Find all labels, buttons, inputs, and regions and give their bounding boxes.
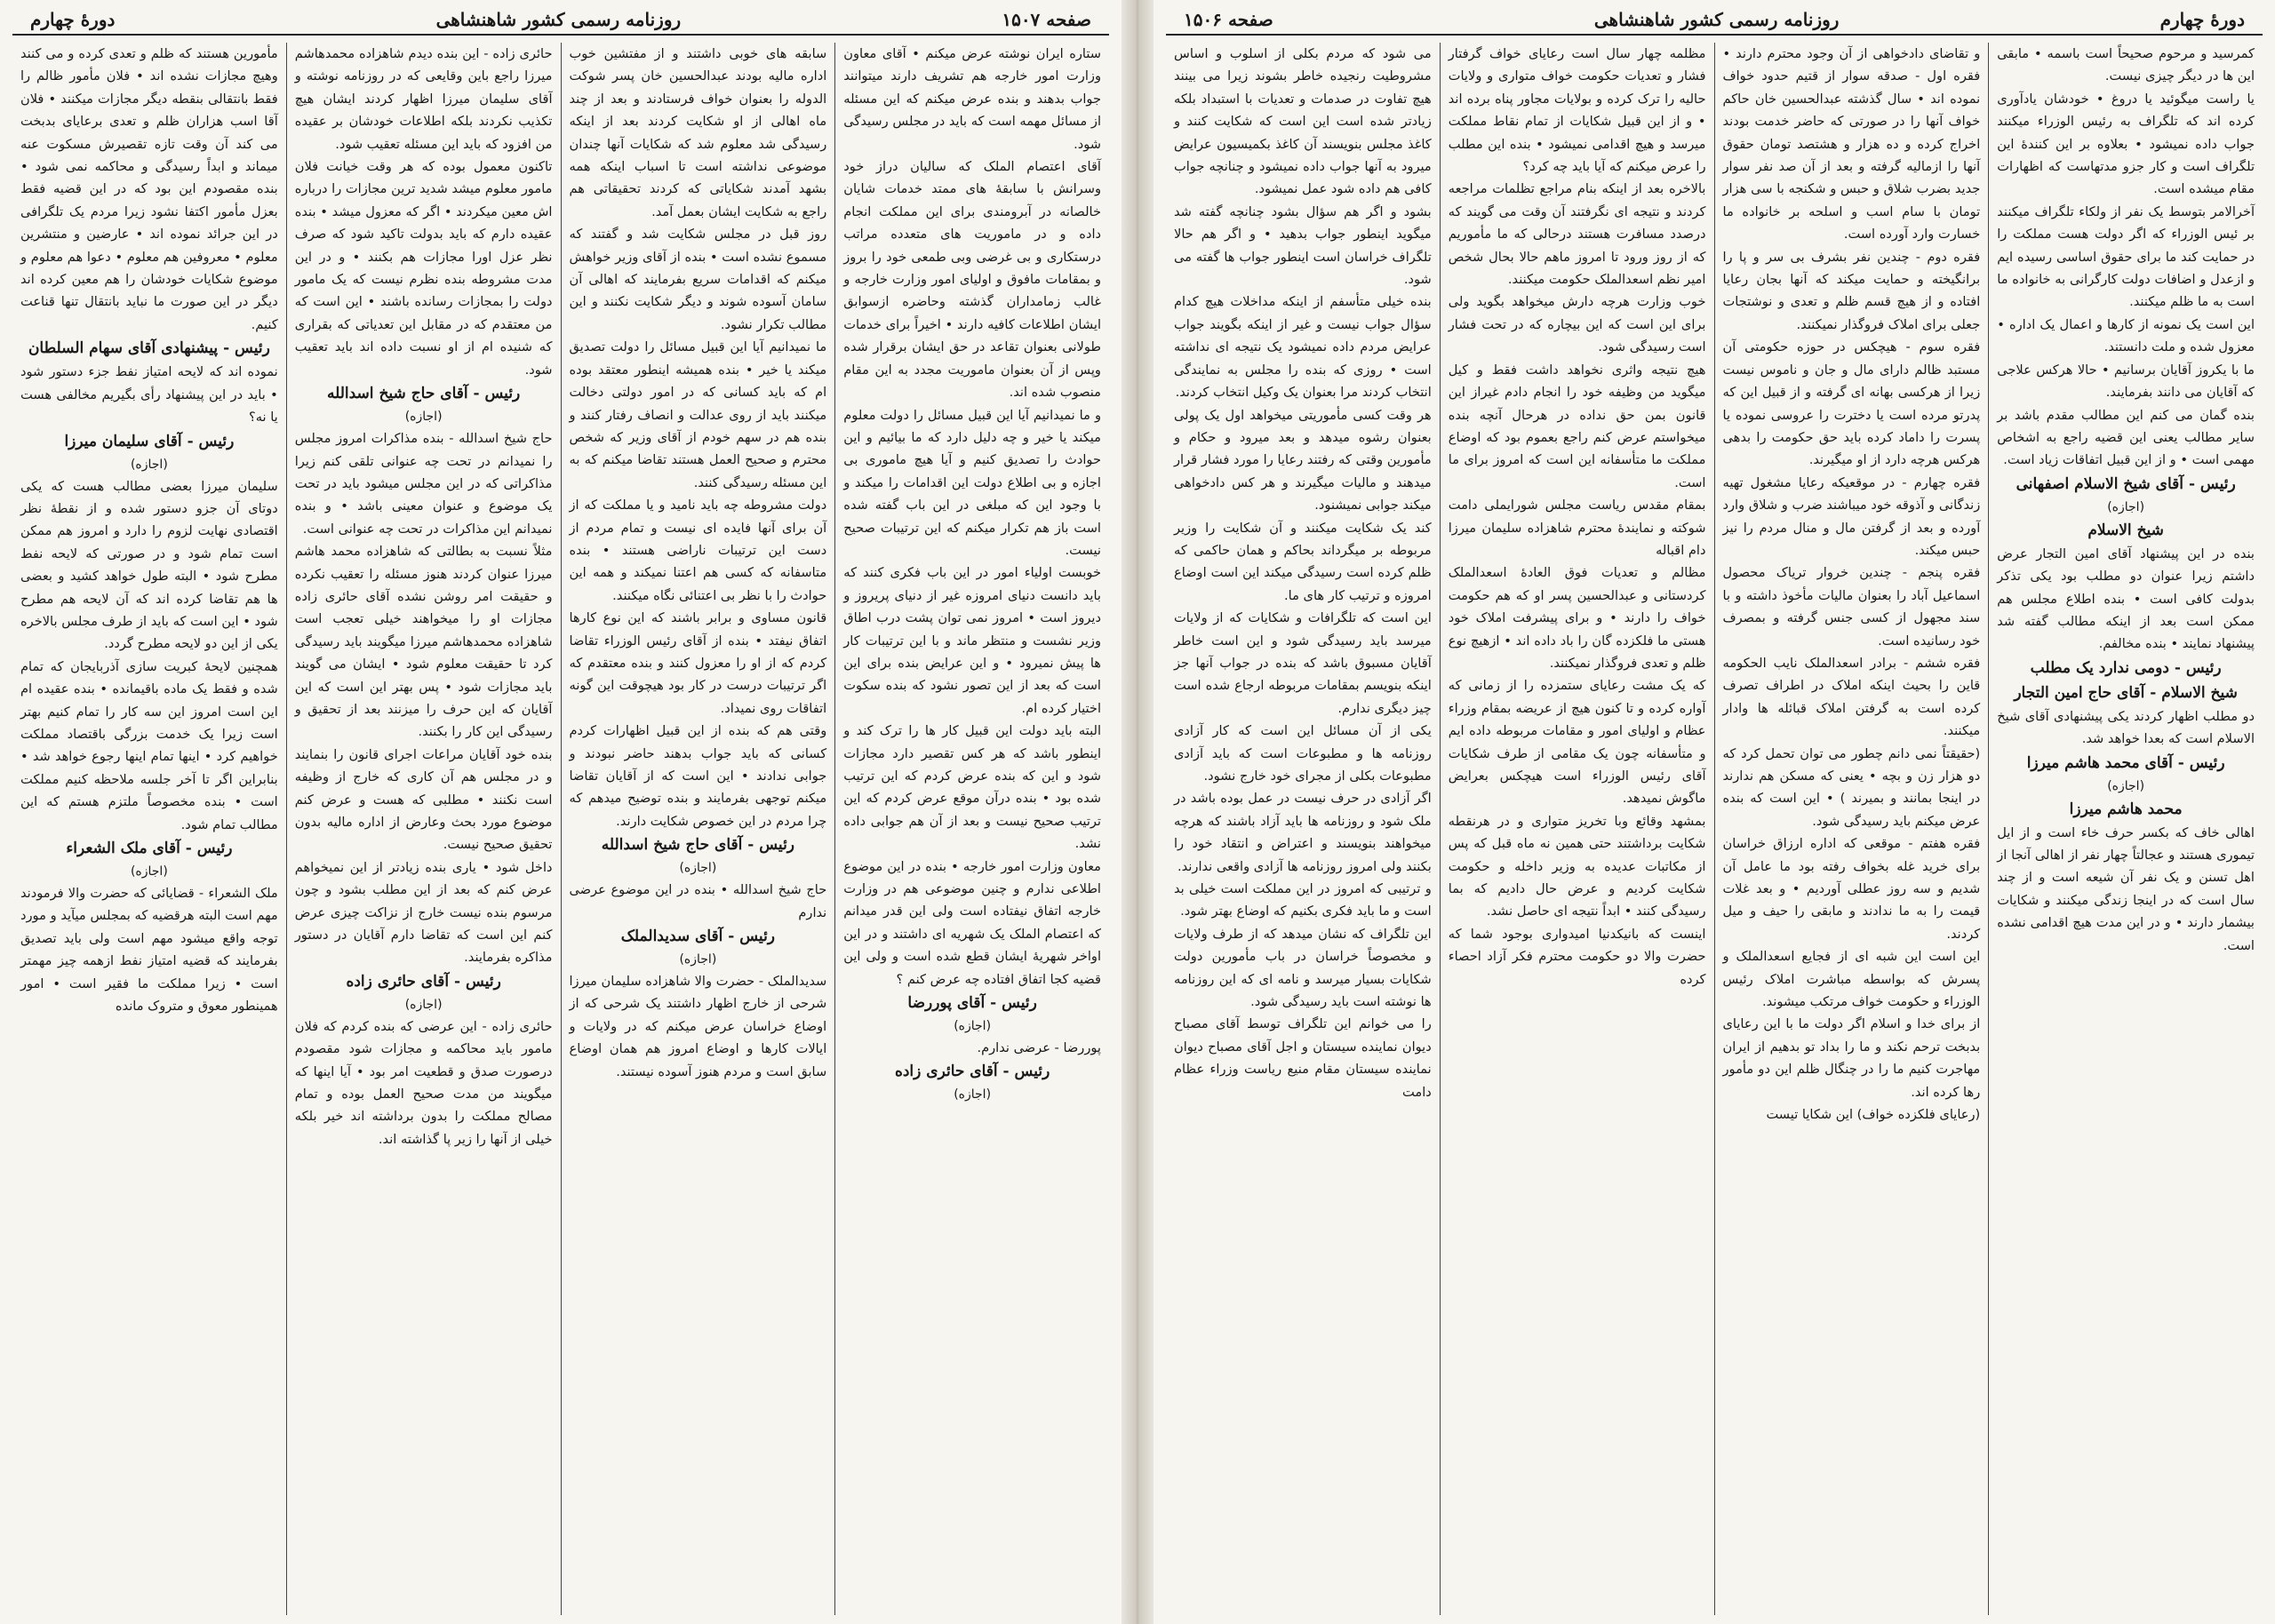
- right-newspaper-page: [1153, 0, 2275, 1624]
- paragraph: آخرالامر بتوسط یک نفر از ولکاء تلگراف میکنند بر ئیس الوزراء که اگر دولت هست مملکت را در حمایت کند ما برای حقوق اساسی رسیده ایم و ازعدل و اضافات دولت کارگرانی به خانواده ما است به ما ظلم میکنند.: [1997, 203, 2255, 310]
- column: [1988, 43, 2263, 1615]
- speaker-heading: رئیس - دومی ندارد یک مطلب: [2030, 658, 2222, 677]
- page-header: [12, 9, 1109, 36]
- paragraph: کمرسید و مرحوم صحیحاً است باسمه • مابقی این ها در دیگر چیزی نیست.: [1997, 46, 2255, 84]
- text-columns: [1166, 43, 2263, 1615]
- paragraph: ما با یکروز آقایان برسانیم • حالا هرکس علاجی که آقایان می دانند بفرمایند.: [1997, 362, 2255, 401]
- paragraph: فقره چهارم - در موقعیکه رعایا مشغول تهیه زندگانی و آذوقه خود میباشند ضرب و شلاق وارد آورده و بعد از گرفتن مال و منال مردم را نیز حبس میکند.: [1722, 474, 1981, 558]
- speaker-heading: رئیس - آقای پوررضا: [907, 994, 1037, 1013]
- speaker-heading: محمد هاشم میرزا: [2069, 800, 2183, 818]
- paragraph: فقره سوم - هیچکس در حوزه حکومتی آن مستبد ظالم دارای مال و جان و ناموس نیست زیرا از هرکسی بهانه ای گرفته و از قبیل این که پدرتو مرده است یا دخترت را عروسی نموده یا پسرت را داماد کرده باید حق حکومت را بدهی هرکس هرچه دارد از او میگیرند.: [1722, 339, 1981, 468]
- paragraph: مظلمه چهار سال است رعایای خواف گرفتار فشار و تعدیات حکومت خواف متواری و ولایات حالیه را ترک کرده و بولایات مجاور پناه برده اند • و از این قبیل شکایات از تمام نقاط مملکت میرسد و هیچ اقدامی نمیشود • بنده این مطلب را عرض میکنم که آیا باید چه کرد؟: [1448, 46, 1706, 175]
- paragraph: این است این شبه ای از فجایع اسعدالملک و پسرش که بواسطه مباشرت املاک رئیس الوزراء و حکومت خواف مرتکب میشوند.: [1722, 949, 1981, 1010]
- paragraph: بنده گمان می کنم این مطالب مقدم باشد بر سایر مطالب یعنی این قضیه راجع به اشخاص مهمی است • و از این قبیل اتفاقات زیاد است.: [1997, 407, 2255, 468]
- permission-note: (اجازه): [404, 997, 443, 1012]
- paragraph: هیچ نتیجه واثری نخواهد داشت فقط و کیل میگوید من وظیفه خود را انجام دادم غیراز این قانون بمن حق نداده در هرحال آنچه بنده میخواستم عرض کنم راجع بعموم بود که اوضاع مملکت ما متأسفانه این است که امروز برای ما است.: [1448, 362, 1706, 490]
- paragraph: این است یک نمونه از کارها و اعمال یک اداره • معزول شده و ملت دانستند.: [1997, 316, 2255, 355]
- paragraph: تاکنون معمول بوده که هر وقت خیانت فلان مامور معلوم میشد شدید ترین مجازات را درباره اش معین میکردند • اگر که معزول میشد • بنده عقیده دارم که باید بدولت تاکید شود که صرف نظر عزل اورا مجازات هم بکنند • و در این مدت مشروطه بنده نظرم نیست که یک مامور دولت را بمجازات رسانده باشند • این است که من معتقدم که در مقابل این تعدیاتی که بقراری که شنیده ام از او نسبت داده اند باید تعقیب شود.: [294, 159, 553, 378]
- paragraph: و ترتیبی که امروز در این مملکت است خیلی بد است و ما باید فکری بکنیم که اوضاع بهتر شود.: [1174, 881, 1432, 919]
- paragraph: البته باید دولت این قبیل کار ها را ترک کند و اینطور باشد که هر کس تقصیر دارد مجازات شود و این که بنده عرض کردم که این ترتیب شده بود • بنده درآن موقع عرض کردم که این ترتیب صحیح نیست و بعد از آن هم جوابی داده نشد.: [843, 723, 1101, 852]
- book-gutter: [1122, 0, 1153, 1624]
- column: [834, 43, 1109, 1615]
- paragraph: خوب وزارت هرچه دارش میخواهد بگوید ولی برای این است که این بیچاره که در تحت فشار است رسیدگی شود.: [1448, 294, 1706, 355]
- permission-note: (اجازه): [2107, 499, 2145, 514]
- paragraph: داخل شود • یاری بنده زیادتر از این نمیخواهم عرض کنم که بعد از این مطلب بشود و چون مرسوم بنده نیست خارج از نزاکت چیزی عرض کنم این است که تقاضا دارم آقایان در دستور مذاکره بفرمایند.: [294, 859, 553, 966]
- permission-note: (اجازه): [954, 1087, 992, 1103]
- permission-note: (اجازه): [130, 864, 168, 879]
- paragraph: هر وقت کسی مأموریتی میخواهد اول یک پولی بعنوان رشوه میدهد و بعد میرود و حکام و مأمورین وقتی که رفتند رعایا را مورد فشار قرار میدهند و مالیات میگیرند و هر کس دادخواهی میکند جوابی نمیشنود.: [1174, 407, 1432, 513]
- paragraph: خوبست اولیاء امور در این باب فکری کنند که باید دانست دنیای امروزه غیر از دنیای پریروز و دیروز است • امروز نمی توان پشت درب اطاق وزیر نشست و منتظر ماند و با این ترتیبات کار ها پیش نمیرود • و این عرایض بنده برای این است که بعد از این تصور نشود که بنده سکوت اختیار کرده ام.: [843, 565, 1101, 716]
- speaker-heading: رئیس - آقای حاج شیخ اسدالله: [601, 836, 795, 855]
- speaker-heading: رئیس - آقای ملک الشعراء: [66, 840, 233, 857]
- page-header: [1166, 9, 2263, 36]
- paragraph: حائری زاده - این بنده دیدم شاهزاده محمدهاشم میرزا راجع باین وقایعی که در روزنامه نوشته و آقای سلیمان میرزا اظهار کردند ایشان هیچ تکذیب نکردند بلکه اطلاعات خودشان بر عقیده من افزود که باید این مسئله تعقیب شود.: [294, 46, 553, 152]
- paragraph: ستاره ایران نوشته عرض میکنم • آقای معاون وزارت امور خارجه هم تشریف دارند میتوانند جواب بدهند و بنده عرض میکنم که این مسئله از مسائل مهمه است که باید در مجلس رسیدگی شود.: [843, 46, 1101, 152]
- paragraph: و تقاضای دادخواهی از آن وجود محترم دارند • فقره اول - صدقه سوار از قتیم حدود خواف نموده اند • سال گذشته عبدالحسین خان حاکم خواف آنها را در صورتی که حاضر خدمت بودند اخراج کرده و ده هزار و هشتصد تومان حقوق آنها را ازمالیه گرفته و بعد از آن صد نفر سوار جدید بضرب شلاق و حبس و شکنجه با سی هزار تومان با سام اسب و اسلحه بر خانواده ما خسارت وارد آورده است.: [1722, 46, 1981, 243]
- paragraph: فقره دوم - چندین نفر بشرف بی سر و پا را برانگیخته و حمایت میکند که آنها بجان رعایا افتاده و از هیچ قسم ظلم و تعدی و نوشتجات جعلی برای املاک فروگذار نمیکنند.: [1722, 249, 1981, 332]
- paragraph: همچنین لایحهٔ کبریت سازی آذربایجان که تمام شده و فقط یک ماده باقیمانده • بنده عقیده ام این است امروز این سه کار را تمام کنیم بهتر است زیرا یک خدمت بزرگی باقتصاد مملکت خواهیم کرد • اینها تمام اینها رجوع خواهد شد • بنابراین اگر تا آخر جلسه ملاحظه کنیم مملکت است • بنده مخصوصاً ملتزم هستم که این مطالب تمام شود.: [20, 658, 278, 832]
- speaker-heading: رئیس - آقای سلیمان میرزا: [64, 432, 235, 450]
- newspaper-title: روزنامه رسمی کشور شاهنشاهی: [1593, 9, 1840, 30]
- paragraph: بشود و اگر هم سؤال بشود چنانچه گفته شد میگوید اینطور جواب بدهید • و اگر هم حالا تلگراف خراسان است اینطور جواب ها گفته می شود.: [1174, 203, 1432, 288]
- paragraph: بمشهد وقائع وبا تخریز متواری و در هرنقطه شکایت برداشتند حتی همین نه ماه قبل که پس از مکاتبات عدیده به وزیر داخله و حکومت شکایت کردیم و عرض حال دادیم که بما رسیدگی کنند • ابداً نتیجه ای حاصل نشد.: [1448, 813, 1706, 919]
- permission-note: (اجازه): [130, 457, 168, 472]
- paragraph: معاون وزارت امور خارجه • بنده در این موضوع اطلاعی ندارم و چنین موضوعی هم در وزارت خارجه اتفاق نیفتاده است ولی این قدر میدانم که اعتصام الملک یک شهریه ای داشتند و در این اواخر شهریهٔ ایشان قطع شده است و ولی این قضیه کجا اتفاق افتاده چه عرض کنم ؟: [843, 858, 1101, 987]
- period-label: دورهٔ چهارم: [2159, 9, 2245, 30]
- paragraph: از برای خدا و اسلام اگر دولت ما با این رعایای بدبخت ترحم نکند و ما را بداد تو بدهیم از ایران مهاجرت کنیم ما را در چنگال ظلم این دو مأمور رها کرده اند.: [1722, 1016, 1981, 1100]
- column: [286, 43, 561, 1615]
- paragraph: (رعایای فلکزده خواف) این شکایا تیست: [1766, 1107, 1981, 1123]
- paragraph: نموده اند که لایحه امتیاز نفط جزء دستور شود • باید در این پیشنهاد رأی بگیریم مخالفی هست یا نه؟: [20, 364, 278, 426]
- speaker-heading: رئیس - پیشنهادی آقای سهام السلطان: [28, 339, 270, 358]
- column: [12, 43, 286, 1615]
- paragraph: دولت مشروطه چه باید نامید و یا مملکت که از آن برای آنها فایده ای نیست و تمام مردم از دست این ترتیبات ناراضی هستند • بنده متاسفانه که کسی هم اعتنا نمیکند و همه این حوادث را با نظر بی اعتنائی نگاه میکنند.: [569, 498, 827, 603]
- column: [561, 43, 835, 1615]
- permission-note: (اجازه): [679, 952, 717, 967]
- paragraph: فقره ششم - برادر اسعدالملک نایب الحکومه قاین را بحیث اینکه املاک در اطراف تصرف کرده است به گرفتن املاک قبائله ها وادار میکنند.: [1722, 655, 1981, 739]
- page-number: صفحه ۱۵۰۶: [1184, 9, 1273, 30]
- paragraph: را می خوانم این تلگراف توسط آقای مصباح دیوان نماینده سیستان و اجل آقای مصباح دیوان نماینده سیستان مقام منیع ریاست وزراء عظام دامت: [1174, 1016, 1432, 1100]
- column: [1440, 43, 1714, 1615]
- paragraph: قانون مساوی و برابر باشند که این نوع کارها اتفاق نیفتد • بنده از آقای رئیس الوزراء تقاضا کردم که از او را معزول کنند و بنده معتقدم که اگر ترتیبات درست در کار بود هیچوقت این گونه اتفاقات روی نمیداد.: [569, 610, 827, 716]
- paragraph: یکی از آن مسائل این است که کار آزادی روزنامه ها و مطبوعات است که باید آزادی مطبوعات بکلی از مجرای خود خارج نشود.: [1174, 723, 1432, 784]
- left-newspaper-page: [0, 0, 1122, 1624]
- paragraph: اینست که بانیکدنیا امیدواری بوجود شما که حضرت والا دو حکومت محترم فکر آزاد احصاء کرده: [1448, 926, 1706, 987]
- paragraph: و ما نمیدانیم آیا این قبیل مسائل را دولت معلوم میکند یا خیر و چه دلیل دارد که ما بیائیم و این حوادث را تصدیق کنیم و آیا هیچ ماموری بی اجازه و بی اطلاع دولت این اقدامات را میکند و با وجود این که مبلغی در این باب گفته شده است باز هم تکرار میکنم که این ترتیبات صحیح نیست.: [843, 407, 1101, 558]
- paragraph: بمقام مقدس ریاست مجلس شورایملی دامت شوکته و نمایندهٔ محترم شاهزاده سلیمان میرزا دام اقباله: [1448, 498, 1706, 558]
- paragraph: فقره هفتم - موقعی که اداره ارزاق خراسان برای خرید غله بخواف رفته بود ما عامل آن شدیم و سه روز عطلی آوردیم • و بعد غلات قیمت را به ما ندادند و مابقی را حیف و میل کردند.: [1722, 836, 1981, 942]
- permission-note: (اجازه): [954, 1019, 992, 1034]
- paragraph: بنده خود آقایان مراعات اجرای قانون را بنمایند و در مجلس هم آن کاری که خارج از وظیفه است نکنند • مطلبی که هست و عرض کنم موضوع مورد بحث وعارض از اداره مالیه بدون تحقیق صحیح نیست.: [294, 746, 553, 853]
- paragraph: بنده خیلی متأسفم از اینکه مداخلات هیچ کدام سؤال جواب نیست و غیر از اینکه بگویند جواب عرایض مردم داده نمیشود یک نتیجه ای نداشته است • روزی که بنده را مجلس به نمایندگی انتخاب کردند مرا بعنوان یک وکیل انتخاب کردند.: [1174, 294, 1432, 401]
- paragraph: (حقیقتاً نمی دانم چطور می توان تحمل کرد که دو هزار زن و بچه • یعنی که مسکن هم ندارند در اینجا بمانند و بمیرند ) • این است که بنده عرض میکنم باید رسیدگی شود.: [1722, 745, 1981, 829]
- paragraph: سلیمان میرزا بعضی مطالب هست که یکی دوتای آن جزو دستور شده و از نقطهٔ نظر اقتصادی نهایت لزوم را دارد و امروز هم ممکن است تمام شود و در صورتی که لایحه نفط مطرح شود • البته طول خواهد کشید و بعضی ها هم تقاضا کرده اند که آن لایحه هم مطرح شود • این است که باید از طرف مجلس بالاخره یکی از این دو لایحه مطرح گردد.: [20, 478, 278, 652]
- paragraph: حائری زاده - این عرضی که بنده کردم که فلان مامور باید محاکمه و مجازات شود مقصودم درصورت صدق و قطعیت امر بود • آیا اینها که میگویند من مدت صحیح العمل بوده و تمام مصالح مملکت را بدون برداشته اند خیر بلکه خیلی از آنها را زیر پا گذاشته اند.: [294, 1018, 553, 1147]
- permission-note: (اجازه): [404, 410, 443, 425]
- paragraph: مظالم و تعدیات فوق العادهٔ اسعدالملک کردستانی و عبدالحسین پسر او که هم حکومت خواف را دارند • و برای پیشرفت املاک خود هستی ما فلکزده گان را باد داده اند • ازهیچ نوع ظلم و تعدی فروگذار نمیکنند.: [1448, 565, 1706, 671]
- speaker-heading: رئیس - آقای سدیدالملک: [620, 927, 776, 946]
- paragraph: ما نمیدانیم آیا این قبیل مسائل را دولت تصدیق میکند یا خیر • بنده همیشه اینطور معتقد بوده ام که باید کسانی که در امور دولتی دخالت میکنند باید از روی عدالت و انصاف رفتار کنند و بنده هم در سهم خودم از آقای وزیر که شخص محترم و صحیح العمل هستند تقاضا میکنم که به این مسئله رسیدگی کنند.: [569, 339, 827, 490]
- paragraph: یا راست میگوئید یا دروغ • خودشان یادآوری کرده اند که تلگراف به رئیس الوزراء میکنند جواب داده نمیشود • بعلاوه بر این کنندهٔ این تلگراف است و کار جزو مدتهاست که اظهارات مقام میشده است.: [1997, 91, 2255, 197]
- paragraph: وقتی هم که بنده از این قبیل اظهارات کردم کسانی که باید جواب بدهند حاضر نبودند و جوابی ندادند • این است که از آقایان تقاضا میکنم توجهی بفرمایند و بنده توضیح میدهم که چرا مردم در این خصوص شکایت دارند.: [569, 723, 827, 829]
- paragraph: این تلگراف که نشان میدهد که از طرف ولایات و مخصوصاً خراسان در باب مأمورین دولت شکایات بسیار میرسد و نامه ای که این روزنامه ها نوشته است باید رسیدگی شود.: [1174, 926, 1432, 1010]
- permission-note: (اجازه): [2107, 778, 2145, 793]
- paragraph: پوررضا - عرضی ندارم.: [977, 1040, 1101, 1056]
- text-columns: [12, 43, 1109, 1615]
- paragraph: اگر آزادی در حرف نیست در عمل بوده باشد در ملک شود و روزنامه ها باید آزاد باشند که هرچه میخواهند بنویسند و اعتراض و انتقاد خود را بکنند ولی امروز روزنامه ها آزادی واقعی ندارند.: [1174, 791, 1432, 874]
- paragraph: حاج شیخ اسدالله • بنده در این موضوع عرضی ندارم: [569, 882, 827, 920]
- paragraph: این است که تلگرافات و شکایات که از ولایات میرسد باید رسیدگی شود و این است خاطر آقایان مسبوق باشد که بنده در جواب آنها جز اینکه بنویسم بمقامات مربوطه ارجاع شده است چیز دیگری ندارم.: [1174, 610, 1432, 716]
- paragraph: دو مطلب اظهار کردند یکی پیشنهادی آقای شیخ الاسلام است که بعدا خواهد شد.: [1997, 708, 2255, 747]
- paragraph: کند یک شکایت میکنند و آن شکایت را وزیر مربوطه بر میگرداند بحاکم و همان حاکمی که ظلم کرده است رسیدگی میکند این است اوضاع امروزه و ترتیب کار های ما.: [1174, 520, 1432, 603]
- paragraph: روز قبل در مجلس شکایت شد و گفتند که مسموع نشده است • بنده از آقای وزیر خواهش میکنم که اقدامات سریع بفرمایند که اهالی آن سامان آسوده شوند و دیگر شکایت نکنند و این مطالب تکرار نشود.: [569, 227, 827, 332]
- speaker-heading: شیخ الاسلام: [2087, 521, 2164, 539]
- column: [1714, 43, 1989, 1615]
- paragraph: حاج شیخ اسدالله - بنده مذاکرات امروز مجلس را نمیدانم در تحت چه عنوانی تلقی کنم زیرا مذاکراتی که در این مجلس میشود باید در تحت یک موضوع و عنوان معینی باشد • و بنده نمیدانم این مذاکرات در تحت چه عنوانی است.: [294, 431, 553, 537]
- period-label: دورهٔ چهارم: [30, 9, 116, 30]
- paragraph: آقای اعتصام الملک که سالیان دراز خود وسرانش با سابقهٔ های ممتد خدمات شایان خالصانه در آبرومندی برای این مملکت انجام داده و در ماموریت های متعدده مراتب درستکاری و بی غرضی وبی طمعی خود را بروز و بمقامات مافوق و اولیای امور وزارت خارجه و غالب زمامداران گذشته وحاضره ازسوابق ایشان اطلاعات کافیه دارند • اخیراً برای خدمات طولانی بعنوان تقاعد در حق ایشان برقرار شده وپس از آن بعنوان ماموریت مجدد به این مقام منصوب شده اند.: [843, 159, 1101, 401]
- speaker-heading: رئیس - آقای حائری زاده: [894, 1063, 1050, 1081]
- permission-note: (اجازه): [679, 861, 717, 876]
- speaker-heading: رئیس - آقای شیخ الاسلام اصفهانی: [2016, 474, 2236, 493]
- speaker-heading: رئیس - آقای حاج شیخ اسدالله: [326, 385, 521, 403]
- paragraph: بنده در این پیشنهاد آقای امین التجار عرض داشتم زیرا عنوان دو مطلب بود یکی تذکر بدولت کافی است • بنده اطلاع مجلس هم ممکن است بعد از اینکه مطالب گفته شد پیشنهاد نمایند • بنده مخالفم.: [1997, 545, 2255, 652]
- paragraph: مثلاً نسبت به بطالتی که شاهزاده محمد هاشم میرزا عنوان کردند هنوز مسئله را تعقیب نکرده و حقیقت امر روشن نشده آقای حائری زاده مجازات او را میخواهند خیلی تعجب است شاهزاده محمدهاشم میرزا میگویند باید رسیدگی کرد تا حقیقت معلوم شود • ایشان می گویند باید مجازات شود • پس بهتر این است که این آقایان که این حرف را میزنند بعد از تحقیق و رسیدگی این کار را بکنند.: [294, 544, 553, 740]
- page-number: صفحه ۱۵۰۷: [1002, 9, 1091, 30]
- speaker-heading: رئیس - آقای حائری زاده: [346, 972, 501, 991]
- column: [1166, 43, 1440, 1615]
- paragraph: می شود که مردم بکلی از اسلوب و اساس مشروطیت رنجیده خاطر بشوند زیرا می بینند هیچ تفاوت در صدمات و تعدیات با استبداد بلکه زیادتر شده است این است که شکایت کنند و کاغذ مجلس بنویسند آن کاغذ بکمیسیون عرایض میرود به آنها جواب داده نمیشود و چنانچه جواب کافی هم داده شود عمل نمیشود.: [1174, 46, 1432, 197]
- paragraph: سدیدالملک - حضرت والا شاهزاده سلیمان میرزا شرحی از خارج اظهار داشتند یک شرحی که از اوضاع خراسان عرض میکنم که در ولایات و ایالات کارها و اوضاع امروز هم همان اوضاع سابق است و مردم هنوز آسوده نیستند.: [569, 974, 827, 1079]
- paragraph: فقره پنجم - چندین خروار تریاک محصول اسماعیل آباد را بعنوان مالیات مأخوذ داشته و با سند مجهول از کسی جنس گرفته و بمصرف خود رسانیده است.: [1722, 565, 1981, 649]
- paragraph: اهالی خاف که بکسر حرف خاء است و از ایل تیموری هستند و عجالتاً چهار نفر از اهالی آنجا از اهل تسنن و یک نفر آن شیعه است و از چند سال است که در اینجا زندگی میکنند و شکایات بیشمار دارند • و در این مدت هیچ اقدامی نشده است.: [1997, 824, 2255, 953]
- paragraph: سابقه های خوبی داشتند و از مفتشین خوب اداره مالیه بودند عبدالحسین خان پسر شوکت الدوله را بعنوان خواف فرستادند و بعد از چند ماه اهالی از او شکایت کردند بعد از اینکه رسیدگی شد معلوم شد که شکایات آنها چندان موضوعی نداشته است تا اسباب اینکه همه بشهد آمدند شکایاتی که کردند تحقیقاتی هم راجع به شکایت ایشان بعمل آمد.: [569, 46, 827, 219]
- paragraph: که یک مشت رعایای ستمزده را از زمانی که آواره کرده و تا کنون هیچ از عریضه بمقام وزراء عظام و اولیای امور و مقامات مربوطه داده ایم و متأسفانه چون یک مقامی از طرف شکایات آقای رئیس الوزراء است هیچکس بعرایض ماگوش نمیدهد.: [1448, 678, 1706, 807]
- speaker-heading: رئیس - آقای محمد هاشم میرزا: [2026, 753, 2225, 772]
- newspaper-title: روزنامه رسمی کشور شاهنشاهی: [435, 9, 682, 30]
- paragraph: مأمورین هستند که ظلم و تعدی کرده و می کنند وهیچ مجازات نشده اند • فلان مأمور ظالم را فقط بانتقالی بنقطه دیگر مجازات میکنند • فلان آقا اسب هزاران ظلم و تعدی برعایای بدبخت می کند آن وقت تازه تقصیرش مسکوت عنه میماند و ابداً رسیدگی و محاکمه نمی شود • بنده مقصودم این بود که در این قضیه فقط بعزل مأمور اکتفا نشود زیرا مردم یک تلگرافی در این جرائد نموده اند • عارضین و منتشرین معلوم • معروفین هم معلوم • دعوا هم معلوم و موضوع شکایات خودشان را هم معین کرده اند دیگر در این صورت ما نباید بانتقال تنها قناعت کنیم.: [20, 46, 278, 332]
- paragraph: بالاخره بعد از اینکه بنام مراجع تظلمات مراجعه کردند و نتیجه ای نگرفتند آن وقت می گویند که درصدد مسافرت هستند درحالی که ما مأموریم که از روز ورود تا امروز ماهم حالا بحال شخص امیر نظم اسعدالملک حکومت میکنند.: [1448, 181, 1706, 288]
- paragraph: ملک الشعراء - قضایائی که حضرت والا فرمودند مهم است البته هرقضیه که بمجلس میآید و مورد توجه واقع میشود مهم است ولی باید تصدیق بفرمایند که قضیه امتیاز نفط ازهمه چیز مهمتر است • زیرا مملکت ما فقیر است • امور همینطور معوق و متروک مانده: [20, 886, 278, 1015]
- speaker-heading: شیخ الاسلام - آقای حاج امین التجار: [2014, 683, 2238, 702]
